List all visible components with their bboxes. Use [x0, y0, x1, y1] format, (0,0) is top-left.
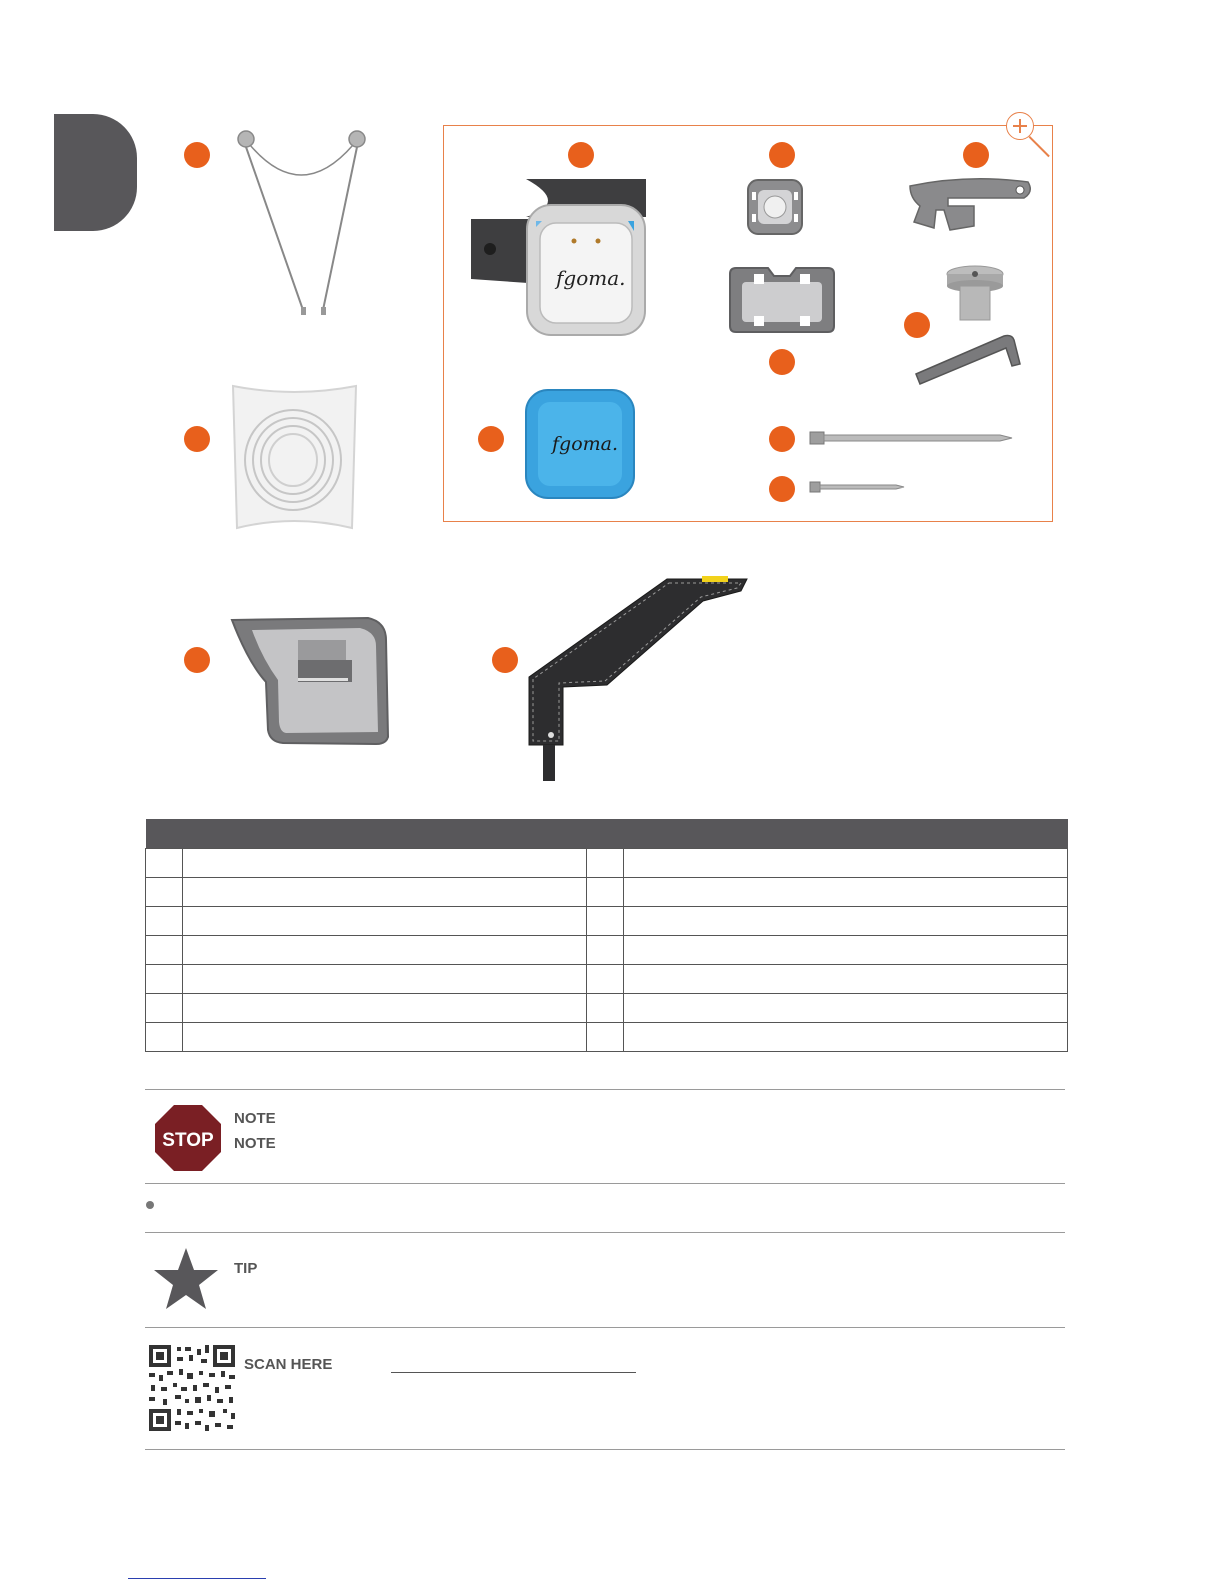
- qr-code-icon[interactable]: [147, 1343, 237, 1433]
- blue-sensor-illustration: [524, 388, 636, 500]
- tube-bag-illustration: [227, 382, 362, 532]
- table-cell: [183, 1023, 587, 1052]
- table-row: [146, 994, 1068, 1023]
- divider: [145, 1232, 1065, 1233]
- table-cell: [183, 849, 587, 878]
- table-cell: [587, 1023, 624, 1052]
- link-underline[interactable]: [391, 1372, 636, 1373]
- table-cell: [146, 907, 183, 936]
- callout-dot: [769, 476, 795, 502]
- callout-dot: [769, 349, 795, 375]
- table-cell: [624, 907, 1068, 936]
- table-cell: [587, 907, 624, 936]
- table-row: [146, 965, 1068, 994]
- table-row: [146, 878, 1068, 907]
- table-cell: [587, 878, 624, 907]
- table-row: [146, 1023, 1068, 1052]
- table-cell: [624, 878, 1068, 907]
- callout-dot: [769, 142, 795, 168]
- table-cell: [183, 965, 587, 994]
- table-cell: [183, 878, 587, 907]
- table-cell: [587, 994, 624, 1023]
- table-cell: [146, 936, 183, 965]
- small-mount-illustration: [746, 178, 804, 236]
- note-label-1: NOTE: [234, 1110, 276, 1127]
- table-cell: [587, 936, 624, 965]
- table-row: [146, 907, 1068, 936]
- cable-ties-illustration: [808, 428, 1014, 498]
- table-cell: [146, 878, 183, 907]
- table-cell: [587, 965, 624, 994]
- large-mount-illustration: [728, 266, 836, 334]
- table-row: [146, 849, 1068, 878]
- screw-illustration: [944, 264, 1006, 324]
- tip-label: TIP: [234, 1260, 258, 1277]
- table-cell: [624, 1023, 1068, 1052]
- table-cell: [183, 994, 587, 1023]
- callout-dot: [492, 647, 518, 673]
- stop-sign-label: STOP: [162, 1130, 214, 1151]
- sensor-holder-illustration: [470, 175, 652, 337]
- table-cell: [183, 936, 587, 965]
- callout-dot: [769, 426, 795, 452]
- callout-dot: [478, 426, 504, 452]
- parts-table-header: [146, 819, 1068, 849]
- footer-link-underline[interactable]: [128, 1578, 266, 1579]
- section-tab: [54, 114, 137, 231]
- note-label-2: NOTE: [234, 1135, 276, 1152]
- scan-here-label: SCAN HERE: [244, 1356, 333, 1373]
- bullet-point: [146, 1201, 154, 1209]
- support-arm-illustration: [527, 575, 749, 783]
- table-cell: [183, 907, 587, 936]
- table-row: [146, 936, 1068, 965]
- star-icon: [152, 1246, 220, 1312]
- divider: [145, 1449, 1065, 1450]
- callout-dot: [184, 426, 210, 452]
- table-cell: [624, 936, 1068, 965]
- divider: [145, 1089, 1065, 1090]
- table-cell: [587, 849, 624, 878]
- protective-cover-illustration: [228, 612, 390, 747]
- table-cell: [624, 849, 1068, 878]
- callout-dot: [963, 142, 989, 168]
- table-cell: [146, 965, 183, 994]
- divider: [145, 1327, 1065, 1328]
- allen-key-illustration: [912, 330, 1024, 386]
- brand-logo: fgoma.: [556, 266, 626, 290]
- table-cell: [624, 994, 1068, 1023]
- divider: [145, 1183, 1065, 1184]
- wire-earpiece-illustration: [225, 125, 385, 320]
- callout-dot: [184, 142, 210, 168]
- parts-table: [145, 819, 1068, 1052]
- brand-logo: fgoma.: [552, 433, 619, 455]
- table-cell: [146, 849, 183, 878]
- table-cell: [624, 965, 1068, 994]
- table-cell: [146, 994, 183, 1023]
- clip-illustration: [908, 176, 1033, 232]
- callout-dot: [568, 142, 594, 168]
- callout-dot: [184, 647, 210, 673]
- table-cell: [146, 1023, 183, 1052]
- stop-sign-icon: [154, 1104, 222, 1172]
